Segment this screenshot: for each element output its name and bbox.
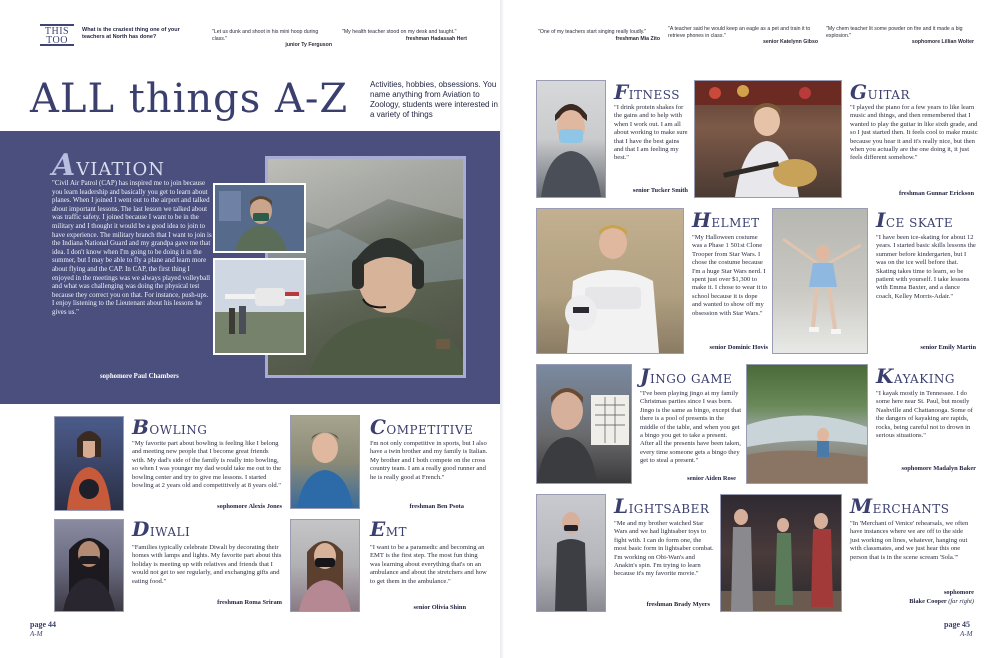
aviation-airplane-photo [213, 258, 306, 355]
page-title: ALL things A-Z [30, 76, 349, 122]
student-illustration [291, 520, 359, 611]
student-illustration [537, 81, 605, 197]
bowling-byline: sophomore Alexis Jones [217, 503, 282, 510]
right-page-range: A-M [960, 630, 973, 638]
competitive-photo [290, 415, 360, 509]
ice-skate-heading: ICE SKATE [876, 208, 954, 232]
left-page-number: page 44 [30, 620, 56, 629]
student-illustration [537, 495, 605, 611]
kayaking-byline: sophomore Madalyn Baker [901, 465, 976, 472]
student-illustration [291, 416, 359, 508]
this-too-line2: TOO [46, 35, 68, 46]
merchants-photo [720, 494, 842, 612]
emt-heading: EMT [370, 517, 408, 541]
this-too-question: What is the craziest thing one of your teachers at North has done? [82, 27, 180, 40]
merchants-byline: sophomore Blake Cooper (far right) [909, 589, 974, 605]
this-too-quote: "One of my teachers start singing really loudly." freshman Mia Zito [538, 29, 660, 42]
fitness-byline: senior Tucker Smith [632, 187, 688, 194]
guitar-photo [694, 80, 842, 198]
helmet-quote: "My Halloween costume was a Phase 1 501st Clone Trooper from Star Wars. I chose the costume because I'm a huge Star Wars nerd. I spent just over $1,300 to make it. I chose to wear it to school because it is dope and wanted to show off my obsession with Star Wars." [692, 234, 768, 317]
competitive-byline: freshman Ben Psota [409, 503, 464, 510]
diwali-byline: freshman Roma Sriram [217, 599, 282, 606]
emt-quote: "I want to be a paramedic and becoming an EMT is the first step. The most fun thing was learning about everything that's on an ambulance and about the stretchers and how to get them in the ambulance." [370, 544, 487, 585]
this-too-quote: "My chem teacher lit some powder on fire and it made a big explosion." sophomore Lillian Wolter [826, 26, 974, 45]
lightsaber-photo [536, 494, 606, 612]
fitness-heading: FITNESS [614, 80, 680, 104]
merchants-quote: "In 'Merchant of Venice' rehearsals, we often have instances where we are off to the side just working on lines, whatever, hanging out with classmates, and we just hear this one person that is in the scene scream 'Sola.'" [850, 520, 969, 561]
competitive-heading: COMPETITIVE [370, 415, 474, 439]
student-illustration [537, 365, 631, 483]
aviation-quote: "Civil Air Patrol (CAP) has inspired me to join because you learn leadership and basically you get to learn about planes. When I joined I went out to the airport and talked about important lessons. The last lesson we talked about was traffic safety. I joined because I want to be in the military and I thought it would be a good idea to join to have experience. The military branch that I want to join is the Indiana National Guard and my grandpa gave me that idea. I don't know when I'm going to be doing it in the summer, but I may be able to fly a plane and learn more about flying and the CAP. In CAP, the first thing I enjoyed in the meetings was we always played volleyball and what was challenging was doing the physical test because they correct you on that. For instance, push-ups. I enjoy listening to the Lieutenant about his lessons he gives us." [52, 180, 212, 316]
bowling-photo [54, 416, 124, 511]
intro-text: Activities, hobbies, obsessions. You name anything from Aviation to Zoology, students were interested in a variety of things [370, 80, 498, 119]
airplane-illustration [215, 260, 304, 353]
ice-skate-photo [772, 208, 868, 354]
left-page-range: A-M [30, 630, 43, 638]
page-gutter [500, 0, 504, 658]
this-too-label [40, 24, 74, 46]
aviation-byline: sophomore Paul Chambers [100, 373, 179, 380]
fitness-photo [536, 80, 606, 198]
guitar-byline: freshman Gunnar Erickson [898, 190, 974, 197]
ice-skate-quote: "I have been ice-skating for about 12 years. I started basic skills lessons the summer before kindergarten, but I was on the ice well before that. Skating takes time to learn, so be patient with yourself. I take lessons with Emma Baxter, and a dance coach, Kelley Morris-Adair." [876, 234, 976, 300]
jingo-heading: JINGO GAME [640, 364, 733, 388]
this-too-line1: THIS [44, 26, 70, 37]
this-too-quote: "My health teacher stood on my desk and taught." freshman Hadassah Hert [342, 29, 467, 42]
ice-skate-byline: senior Emily Martin [920, 344, 976, 351]
bowling-quote: "My favorite part about bowling is feeling like I belong and meeting new people that I become great friends with. My dad's side of the family is really into bowling, so when I was younger my dad would take me out to the bowling center and try to give me lessons. I started bowling at 2 years old and competitively at 8 years old." [132, 440, 282, 490]
jingo-photo [536, 364, 632, 484]
jingo-byline: senior Aiden Rose [687, 475, 736, 482]
cadet-illustration [215, 185, 304, 251]
guitar-heading: GUITAR [850, 80, 910, 104]
helmet-photo [536, 208, 684, 354]
diwali-photo [54, 519, 124, 612]
this-too-quote: "Let us dunk and shoot in his mini hoop during class." junior Ty Ferguson [212, 29, 332, 48]
kayaking-photo [746, 364, 868, 484]
kayaking-quote: "I kayak mostly in Tennessee. I do some here near St. Paul, but mostly Nashville and Chattanooga. Some of the dangers of kayaking are rapids, rocks, being careful not to drown in serious situations." [876, 390, 973, 440]
competitive-quote: I'm not only competitive in sports, but I also have a twin brother and my family is Italian. My brother and I both compete on the cross country team. I am a really good runner and he is really good at French." [370, 440, 488, 481]
this-too-quote: "A teacher said he would keep an eagle as a pet and train it to retrieve phones in class." senior Katelynn Gibso [668, 26, 818, 45]
guitarist-illustration [695, 81, 841, 197]
aviation-heading: AVIATION [52, 148, 166, 183]
diwali-quote: "Families typically celebrate Diwali by decorating their homes with lamps and lights. My favorite part about this holiday is meeting up with relatives and friends that I would not get to see regularly, and exchanging gifts and eating food." [132, 544, 282, 585]
helmet-heading: HELMET [692, 208, 760, 232]
lightsaber-byline: freshman Brady Myers [646, 601, 710, 608]
actors-illustration [721, 495, 841, 611]
bowling-heading: BOWLING [132, 415, 208, 439]
helmet-byline: senior Dominic Hovis [709, 344, 768, 351]
student-illustration [55, 520, 123, 611]
lightsaber-quote: "Me and my brother watched Star Wars and we had lightsaber toys to fight with. I can do form one, the most basic form in lightsaber combat. I'm working on Obi-Wan's and Anakin's spin. I'm trying to learn because it's my favorite movie." [614, 520, 714, 578]
kayaker-illustration [747, 365, 867, 483]
jingo-quote: "I've been playing jingo at my family Christmas parties since I was born. Jingo is the same as bingo, except that there is a pool of presents in the middle of the table, and when you get a bingo you get to take a present. After all the presents have been taken, every time someone gets a bingo they get to steal a present." [640, 390, 742, 465]
aviation-cadet-photo [213, 183, 306, 253]
guitar-quote: "I played the piano for a few years to like learn music and things, and then remembered that I wanted to play the guitar in like sixth grade, and so I just started then. It feels cool to make music because you hear it and it's really nice, but then when you actually are the one doing it, it just feels different somehow." [850, 104, 978, 162]
clone-trooper-illustration [537, 209, 683, 353]
lightsaber-heading: LIGHTSABER [614, 494, 710, 518]
skater-illustration [773, 209, 867, 353]
diwali-heading: DIWALI [132, 517, 191, 541]
emt-byline: senior Olivia Shinn [413, 604, 466, 611]
fitness-quote: "I drink protein shakes for the gains and to help with when I work out. I am all about working to make sure that I have the best gains and that I am feeling my best." [614, 104, 688, 162]
bowler-illustration [55, 417, 123, 510]
merchants-heading: MERCHANTS [850, 494, 950, 518]
right-page-number: page 45 [944, 620, 970, 629]
kayaking-heading: KAYAKING [876, 364, 956, 388]
emt-photo [290, 519, 360, 612]
